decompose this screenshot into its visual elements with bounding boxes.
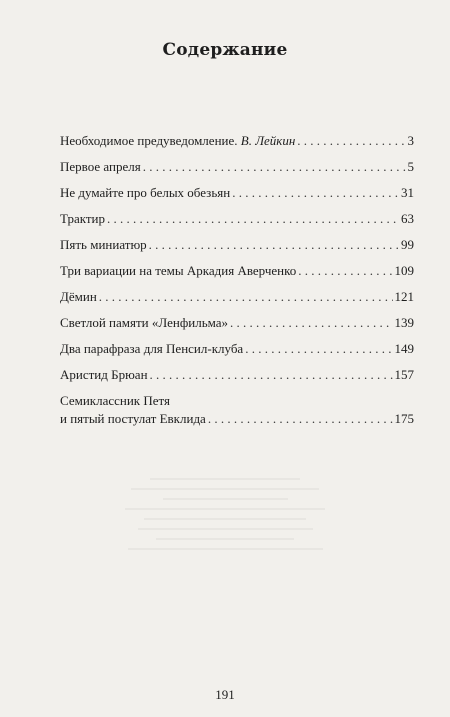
toc-entry xyxy=(60,366,414,384)
page-title: Содержание xyxy=(162,40,288,60)
toc-entry xyxy=(60,288,414,306)
dot-leader xyxy=(107,210,399,228)
show-through-text xyxy=(100,470,350,640)
table-of-contents xyxy=(60,132,414,436)
dot-leader xyxy=(99,288,393,306)
toc-entry-title: Трактир xyxy=(60,211,105,226)
dot-leader xyxy=(297,132,405,150)
toc-entry-title: Три вариации на темы Аркадия Аверченко xyxy=(60,263,297,278)
toc-entry-page: 63 xyxy=(401,211,414,226)
toc-entry-title xyxy=(60,132,295,150)
toc-entry-title: Первое апреля xyxy=(60,159,141,174)
toc-entry-title-text: Необходимое предуведомление. xyxy=(60,133,238,148)
dot-leader xyxy=(208,410,393,428)
toc-entry-title: Светлой памяти «Ленфильма» xyxy=(60,315,229,330)
dot-leader xyxy=(150,366,393,384)
toc-entry-title xyxy=(60,392,206,428)
toc-entry-page: 121 xyxy=(394,289,414,304)
toc-entry-page: 139 xyxy=(394,315,414,330)
toc-entry xyxy=(60,236,414,254)
toc-entry-title-line1: Семиклассник Петя xyxy=(60,393,171,408)
toc-entry-title-line2: и пятый постулат Евклида xyxy=(60,411,206,426)
dot-leader xyxy=(149,236,399,254)
dot-leader xyxy=(298,262,392,280)
toc-entry-title: Аристид Брюан xyxy=(60,367,148,382)
toc-entry-page: 175 xyxy=(394,411,414,426)
toc-entry-page: 109 xyxy=(394,263,414,278)
toc-entry xyxy=(60,262,414,280)
toc-entry-title: Два парафраза для Пенсил-клуба xyxy=(60,341,244,356)
toc-entry xyxy=(60,340,414,358)
toc-entry xyxy=(60,210,414,228)
toc-entry-page: 157 xyxy=(394,367,414,382)
toc-entry-page: 149 xyxy=(394,341,414,356)
toc-entry xyxy=(60,314,414,332)
page-number: 191 xyxy=(215,687,235,702)
dot-leader xyxy=(143,158,406,176)
toc-entry-title: Не думайте про белых обезьян xyxy=(60,185,231,200)
toc-entry-title: Дёмин xyxy=(60,289,97,304)
toc-entry-page: 31 xyxy=(401,185,414,200)
toc-entry-page: 3 xyxy=(407,133,414,148)
toc-entry-page: 5 xyxy=(407,159,414,174)
dot-leader xyxy=(232,184,399,202)
toc-entry xyxy=(60,184,414,202)
toc-entry xyxy=(60,158,414,176)
dot-leader xyxy=(245,340,392,358)
toc-entry xyxy=(60,392,414,428)
toc-entry-title: Пять миниатюр xyxy=(60,237,147,252)
toc-entry-page: 99 xyxy=(401,237,414,252)
toc-entry-author: В. Лейкин xyxy=(240,133,296,148)
toc-entry xyxy=(60,132,414,150)
dot-leader xyxy=(230,314,392,332)
